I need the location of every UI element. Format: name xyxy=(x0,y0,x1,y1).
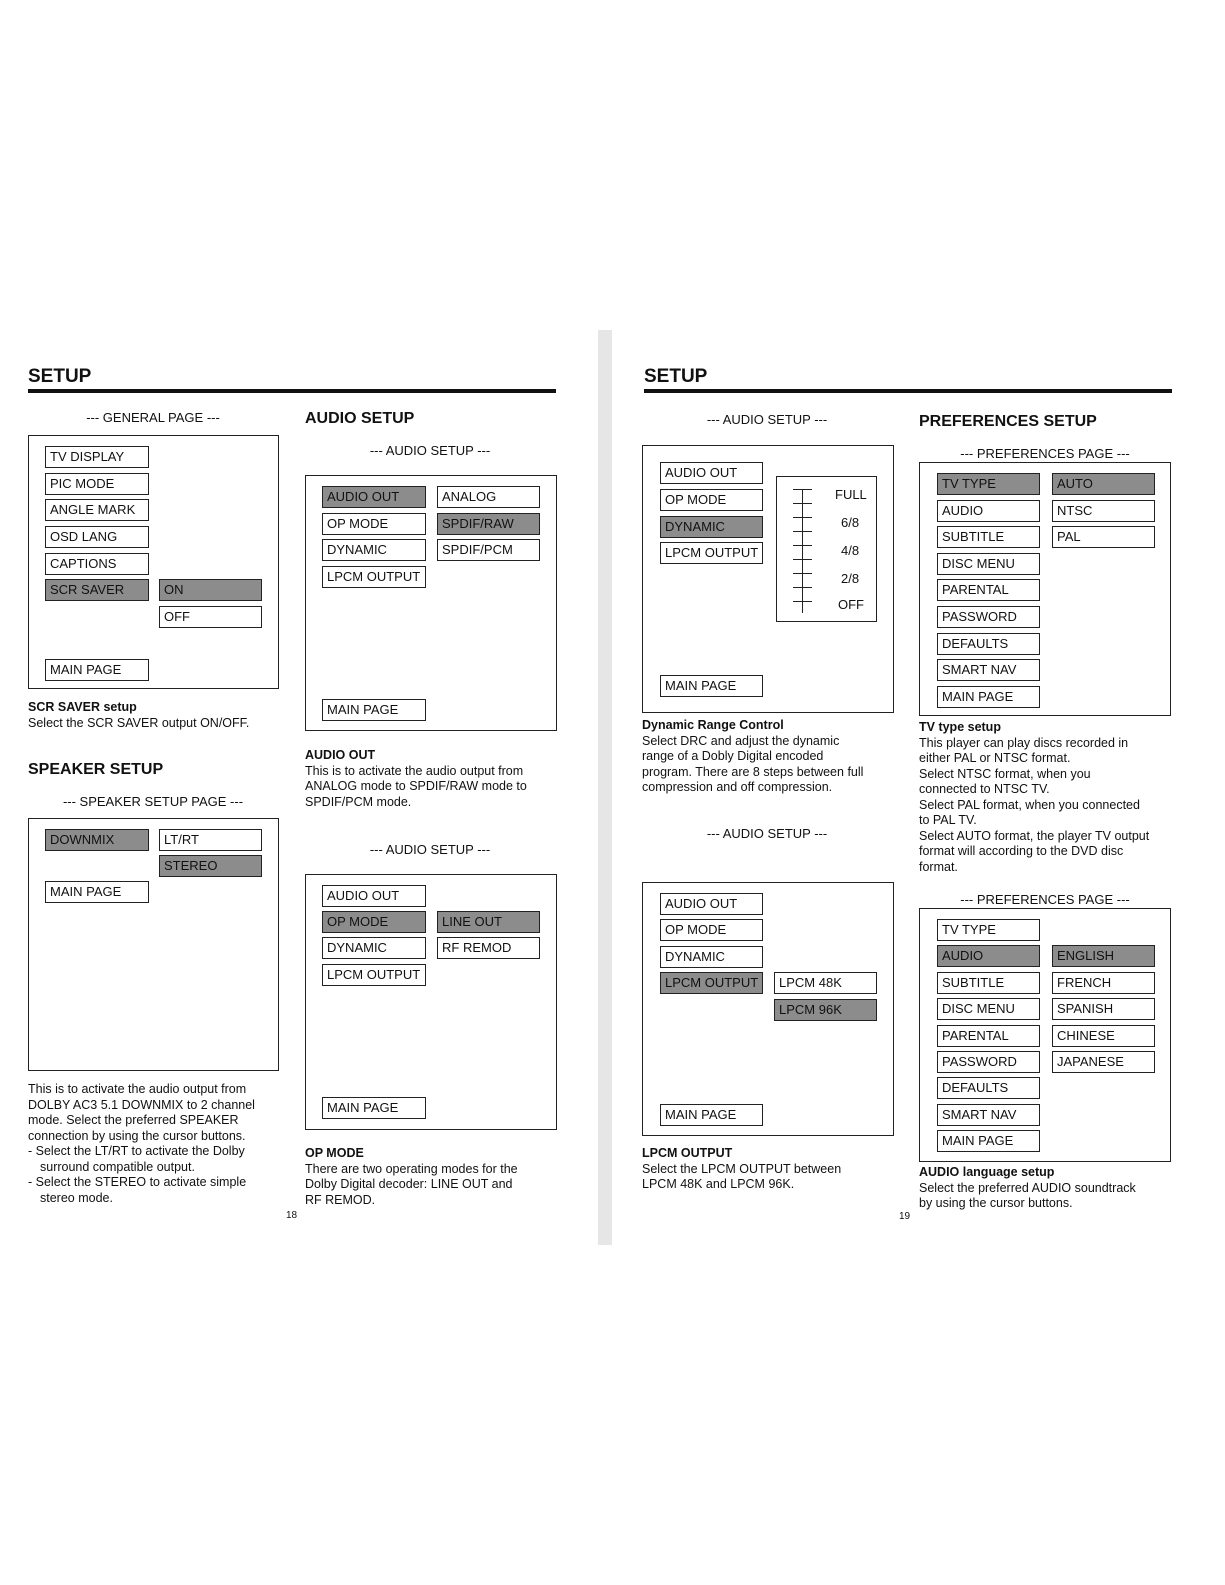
preferences-caption-2: --- PREFERENCES PAGE --- xyxy=(960,892,1130,907)
lpcm-output-menu xyxy=(642,882,894,1136)
level-full: FULL xyxy=(835,487,867,502)
audio-out-desc-line: ANALOG mode to SPDIF/RAW mode to xyxy=(305,779,527,793)
menu-item-tv-type[interactable]: TV TYPE xyxy=(937,919,1040,941)
menu-item-op-mode[interactable]: OP MODE xyxy=(660,489,763,511)
menu-item-op-mode[interactable]: OP MODE xyxy=(322,911,426,933)
preferences-setup-heading: PREFERENCES SETUP xyxy=(919,413,1097,430)
preferences-caption-1: --- PREFERENCES PAGE --- xyxy=(960,446,1130,461)
menu-item-scr-saver[interactable]: SCR SAVER xyxy=(45,579,149,601)
main-page-button[interactable]: MAIN PAGE xyxy=(322,1097,426,1119)
option-rf-remod[interactable]: RF REMOD xyxy=(437,937,540,959)
audio-caption-1: --- AUDIO SETUP --- xyxy=(369,443,491,458)
op-mode-menu xyxy=(305,874,557,1130)
bullet-lt-rt: - Select the LT/RT to activate the Dolby xyxy=(28,1144,245,1158)
option-chinese[interactable]: CHINESE xyxy=(1052,1025,1155,1047)
audio-language-description xyxy=(919,1165,1181,1212)
tv-type-description xyxy=(919,720,1179,875)
main-page-button[interactable]: MAIN PAGE xyxy=(322,699,426,721)
option-lpcm-96k[interactable]: LPCM 96K xyxy=(774,999,877,1021)
drc-desc-line: Select DRC and adjust the dynamic xyxy=(642,733,840,748)
option-spanish[interactable]: SPANISH xyxy=(1052,998,1155,1020)
menu-item-osd-lang[interactable]: OSD LANG xyxy=(45,526,149,548)
menu-item-op-mode[interactable]: OP MODE xyxy=(660,919,763,941)
level-6-8: 6/8 xyxy=(841,515,860,530)
option-lpcm-48k[interactable]: LPCM 48K xyxy=(774,972,877,994)
drc-title: Dynamic Range Control xyxy=(642,718,784,732)
general-caption: --- GENERAL PAGE --- xyxy=(86,410,220,425)
menu-item-smart-nav[interactable]: SMART NAV xyxy=(937,1104,1040,1126)
menu-item-op-mode[interactable]: OP MODE xyxy=(322,513,426,535)
tv-type-desc-line: format will according to the DVD disc xyxy=(919,844,1124,858)
tv-type-desc-line: Select NTSC format, when you xyxy=(919,766,1091,781)
scr-saver-title: SCR SAVER setup xyxy=(28,700,137,714)
menu-item-parental[interactable]: PARENTAL xyxy=(937,579,1040,601)
menu-item-disc-menu[interactable]: DISC MENU xyxy=(937,553,1040,575)
audio-language-desc-line: by using the cursor buttons. xyxy=(919,1196,1073,1210)
level-off: OFF xyxy=(838,597,864,612)
menu-item-pic-mode[interactable]: PIC MODE xyxy=(45,473,149,495)
lpcm-desc-line: Select the LPCM OUTPUT between xyxy=(642,1161,842,1176)
level-4-8: 4/8 xyxy=(841,543,860,558)
op-mode-desc-line: There are two operating modes for the xyxy=(305,1161,518,1176)
tv-type-desc-line: connected to NTSC TV. xyxy=(919,782,1050,796)
menu-item-audio-out[interactable]: AUDIO OUT xyxy=(322,885,426,907)
lpcm-desc-line: LPCM 48K and LPCM 96K. xyxy=(642,1177,795,1191)
drc-caption: --- AUDIO SETUP --- xyxy=(706,412,828,427)
left-title-rule xyxy=(28,389,556,393)
option-lt-rt[interactable]: LT/RT xyxy=(159,829,262,851)
option-spdif-raw[interactable]: SPDIF/RAW xyxy=(437,513,540,535)
menu-item-dynamic[interactable]: DYNAMIC xyxy=(660,516,763,538)
audio-caption-2: --- AUDIO SETUP --- xyxy=(369,842,491,857)
drc-desc-line: range of a Dobly Digital encoded xyxy=(642,749,824,763)
audio-out-menu xyxy=(305,475,557,731)
audio-language-menu xyxy=(919,908,1171,1162)
audio-language-desc-line: Select the preferred AUDIO soundtrack xyxy=(919,1180,1136,1195)
speaker-desc-line: mode. Select the preferred SPEAKER xyxy=(28,1113,239,1127)
option-analog[interactable]: ANALOG xyxy=(437,486,540,508)
menu-item-audio-out[interactable]: AUDIO OUT xyxy=(660,893,763,915)
drc-description xyxy=(642,718,907,796)
menu-item-disc-menu[interactable]: DISC MENU xyxy=(937,998,1040,1020)
menu-item-captions[interactable]: CAPTIONS xyxy=(45,553,149,575)
speaker-desc-line: This is to activate the audio output from xyxy=(28,1082,247,1096)
general-page-menu xyxy=(28,435,279,689)
speaker-setup-menu xyxy=(28,818,279,1071)
menu-item-defaults[interactable]: DEFAULTS xyxy=(937,1077,1040,1099)
speaker-caption: --- SPEAKER SETUP PAGE --- xyxy=(62,794,244,809)
audio-out-desc-line: SPDIF/PCM mode. xyxy=(305,794,412,809)
scr-saver-description xyxy=(28,700,288,731)
option-ntsc[interactable]: NTSC xyxy=(1052,500,1155,522)
level-2-8: 2/8 xyxy=(841,571,860,586)
op-mode-desc-line: Dolby Digital decoder: LINE OUT and xyxy=(305,1177,513,1191)
option-auto[interactable]: AUTO xyxy=(1052,473,1155,495)
menu-item-subtitle[interactable]: SUBTITLE xyxy=(937,526,1040,548)
menu-item-lpcm-output[interactable]: LPCM OUTPUT xyxy=(660,972,763,994)
menu-item-parental[interactable]: PARENTAL xyxy=(937,1025,1040,1047)
audio-language-title: AUDIO language setup xyxy=(919,1165,1055,1179)
menu-item-audio[interactable]: AUDIO xyxy=(937,500,1040,522)
speaker-desc-line: connection by using the cursor buttons. xyxy=(28,1128,246,1143)
dynamic-range-menu xyxy=(642,445,894,713)
op-mode-title: OP MODE xyxy=(305,1146,364,1160)
option-french[interactable]: FRENCH xyxy=(1052,972,1155,994)
audio-setup-heading: AUDIO SETUP xyxy=(305,410,415,427)
option-stereo[interactable]: STEREO xyxy=(159,855,262,877)
menu-item-tv-display[interactable]: TV DISPLAY xyxy=(45,446,149,468)
option-spdif-pcm[interactable]: SPDIF/PCM xyxy=(437,539,540,561)
menu-item-dynamic[interactable]: DYNAMIC xyxy=(322,937,426,959)
menu-item-lpcm-output[interactable]: LPCM OUTPUT xyxy=(322,566,426,588)
tv-type-desc-line: format. xyxy=(919,859,958,874)
scr-saver-text: Select the SCR SAVER output ON/OFF. xyxy=(28,715,250,730)
option-line-out[interactable]: LINE OUT xyxy=(437,911,540,933)
menu-item-tv-type[interactable]: TV TYPE xyxy=(937,473,1040,495)
speaker-setup-heading: SPEAKER SETUP xyxy=(28,761,164,778)
slider-track xyxy=(802,489,803,613)
tv-type-desc-line: either PAL or NTSC format. xyxy=(919,751,1071,765)
bullet-stereo: - Select the STEREO to activate simple xyxy=(28,1175,247,1189)
tv-type-menu xyxy=(919,462,1171,716)
menu-item-dynamic[interactable]: DYNAMIC xyxy=(660,946,763,968)
main-page-button[interactable]: MAIN PAGE xyxy=(660,1104,763,1126)
op-mode-description xyxy=(305,1146,565,1208)
right-title-rule xyxy=(644,389,1172,393)
tv-type-title: TV type setup xyxy=(919,720,1001,734)
tv-type-desc-line: Select PAL format, when you connected xyxy=(919,797,1140,812)
speaker-desc-line: DOLBY AC3 5.1 DOWNMIX to 2 channel xyxy=(28,1097,255,1112)
left-page-title: SETUP xyxy=(28,366,92,387)
menu-item-defaults[interactable]: DEFAULTS xyxy=(937,633,1040,655)
right-page-title: SETUP xyxy=(644,366,708,387)
drc-desc-line: program. There are 8 steps between full xyxy=(642,764,864,779)
menu-item-password[interactable]: PASSWORD xyxy=(937,1051,1040,1073)
drc-desc-line: compression and off compression. xyxy=(642,780,833,794)
drc-slider[interactable] xyxy=(776,476,877,622)
left-page-number: 18 xyxy=(286,1210,298,1221)
main-page-button[interactable]: MAIN PAGE xyxy=(45,881,149,903)
menu-item-smart-nav[interactable]: SMART NAV xyxy=(937,659,1040,681)
lpcm-title: LPCM OUTPUT xyxy=(642,1146,733,1160)
bullet-stereo-cont: stereo mode. xyxy=(40,1190,113,1205)
menu-item-audio-out[interactable]: AUDIO OUT xyxy=(660,462,763,484)
menu-item-audio[interactable]: AUDIO xyxy=(937,945,1040,967)
tv-type-desc-line: to PAL TV. xyxy=(919,813,977,827)
op-mode-desc-line: RF REMOD. xyxy=(305,1192,376,1207)
book-spine xyxy=(598,330,612,1245)
menu-item-angle-mark[interactable]: ANGLE MARK xyxy=(45,499,149,521)
tv-type-desc-line: Select AUTO format, the player TV output xyxy=(919,828,1150,843)
option-pal[interactable]: PAL xyxy=(1052,526,1155,548)
menu-item-password[interactable]: PASSWORD xyxy=(937,606,1040,628)
option-english[interactable]: ENGLISH xyxy=(1052,945,1155,967)
audio-out-title: AUDIO OUT xyxy=(305,748,376,762)
option-japanese[interactable]: JAPANESE xyxy=(1052,1051,1155,1073)
main-page-button[interactable]: MAIN PAGE xyxy=(937,686,1040,708)
bullet-lt-rt-cont: surround compatible output. xyxy=(40,1159,195,1174)
audio-out-description xyxy=(305,748,560,810)
menu-item-dynamic[interactable]: DYNAMIC xyxy=(322,539,426,561)
menu-item-subtitle[interactable]: SUBTITLE xyxy=(937,972,1040,994)
menu-item-downmix[interactable]: DOWNMIX xyxy=(45,829,149,851)
tv-type-desc-line: This player can play discs recorded in xyxy=(919,735,1129,750)
main-page-button[interactable]: MAIN PAGE xyxy=(660,675,763,697)
lpcm-caption: --- AUDIO SETUP --- xyxy=(706,826,828,841)
speaker-description xyxy=(28,1082,293,1206)
menu-item-audio-out[interactable]: AUDIO OUT xyxy=(322,486,426,508)
audio-out-desc-line: This is to activate the audio output from xyxy=(305,763,524,778)
menu-item-lpcm-output[interactable]: LPCM OUTPUT xyxy=(660,542,763,564)
option-on[interactable]: ON xyxy=(159,579,262,601)
option-off[interactable]: OFF xyxy=(159,606,262,628)
right-page-number: 19 xyxy=(899,1211,911,1222)
main-page-button[interactable]: MAIN PAGE xyxy=(937,1130,1040,1152)
menu-item-lpcm-output[interactable]: LPCM OUTPUT xyxy=(322,964,426,986)
lpcm-description xyxy=(642,1146,902,1193)
main-page-button[interactable]: MAIN PAGE xyxy=(45,659,149,681)
